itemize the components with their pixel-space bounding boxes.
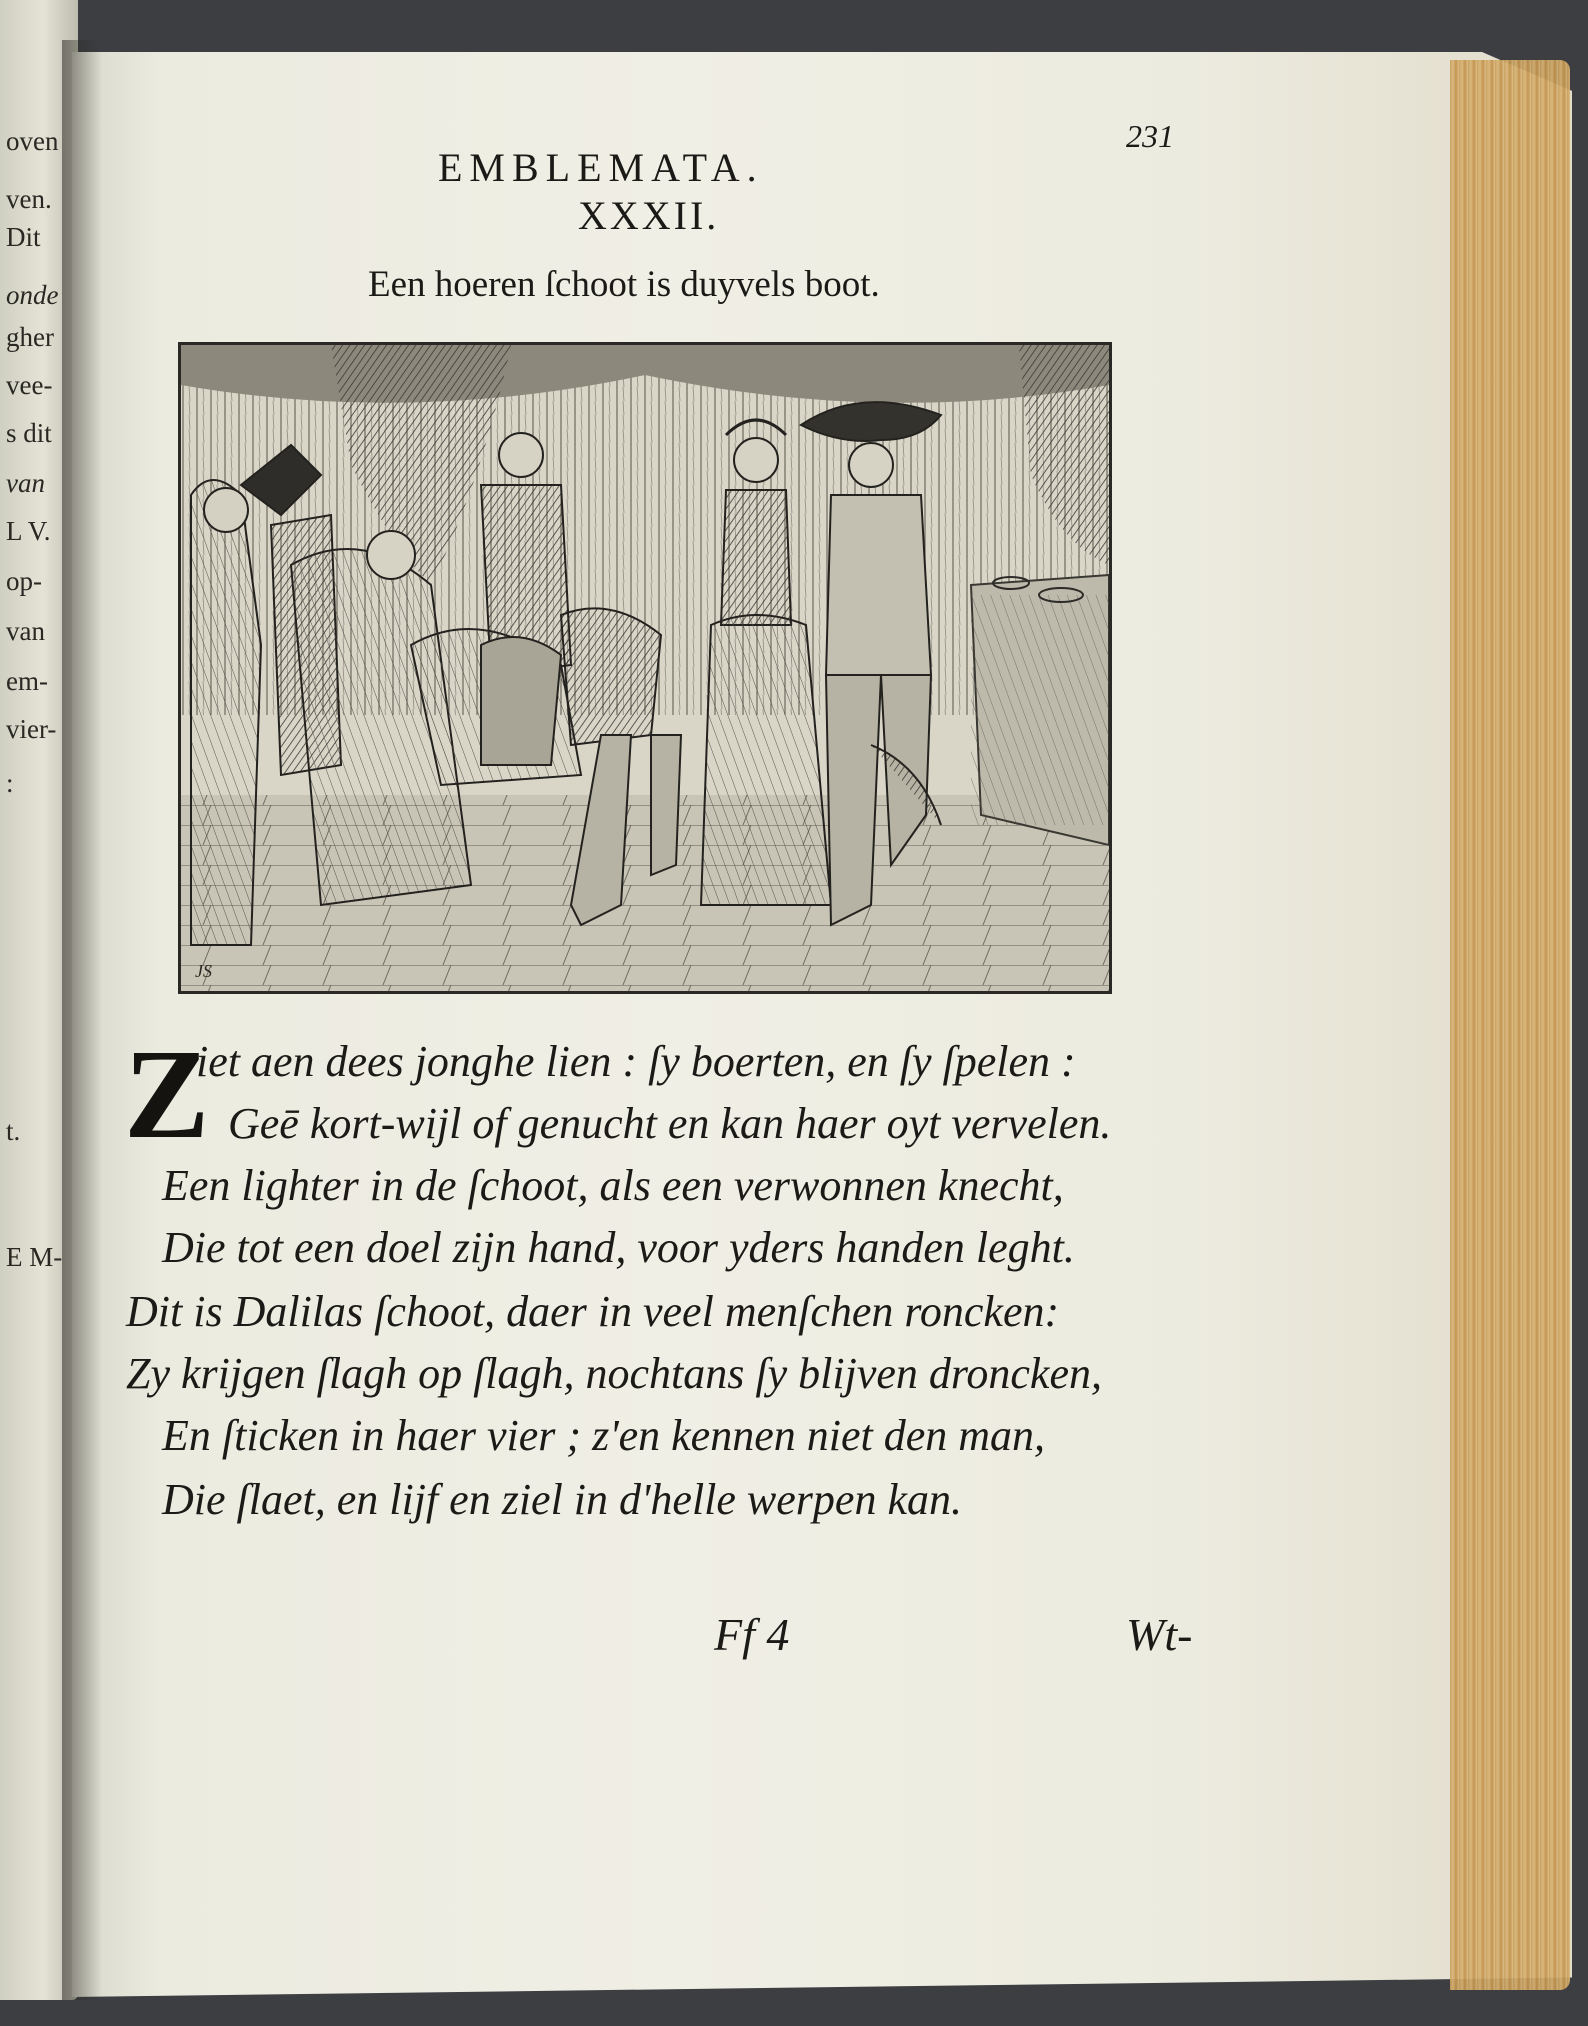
- spine-shadow: [62, 40, 102, 2000]
- left-page-fragment: t.: [6, 1116, 21, 1146]
- verse-line: En ſticken in haer vier ; z'en kennen niet den man,: [162, 1411, 1046, 1460]
- left-page-fragment: :: [6, 768, 14, 798]
- left-page-fragment: E M-: [6, 1242, 63, 1272]
- left-page-fragment: op-: [6, 566, 42, 596]
- verse-line: Die ſlaet, en lijf en ziel in d'helle werpen kan.: [162, 1475, 962, 1524]
- verse-line: Zy krijgen ſlagh op ſlagh, nochtans ſy blijven droncken,: [126, 1349, 1102, 1398]
- page-number: 231: [1126, 118, 1174, 154]
- emblem-motto: Een hoeren ſchoot is duyvels boot.: [368, 264, 880, 305]
- engraving-scene: [181, 345, 1109, 991]
- left-page-fragment: van: [6, 468, 45, 498]
- verse-line: iet aen dees jonghe lien : ſy boerten, en ſy ſpelen :: [196, 1037, 1076, 1086]
- verse-line: Die tot een doel zijn hand, voor yders handen leght.: [162, 1223, 1075, 1272]
- left-page-fragment: gher: [6, 322, 54, 352]
- left-page-fragment: s dit: [6, 418, 52, 448]
- left-page-fragment: vier-: [6, 714, 57, 744]
- left-page-fragment: oven: [6, 126, 59, 156]
- left-page-fragment: onde: [6, 280, 59, 310]
- verse-line: Een lighter in de ſchoot, als een verwonnen knecht,: [162, 1161, 1064, 1210]
- running-title: EMBLEMATA.: [438, 145, 764, 190]
- left-page-fragment: Dit: [6, 222, 41, 252]
- left-page-fragment: L V.: [6, 516, 51, 546]
- signature-mark: Ff 4: [714, 1609, 790, 1660]
- drop-cap: Z: [124, 1023, 210, 1165]
- engraver-signature: JS: [195, 961, 212, 981]
- catchword: Wt-: [1126, 1609, 1193, 1660]
- left-page-fragment: van: [6, 616, 45, 646]
- emblem-number: XXXII.: [578, 193, 720, 238]
- engraving-illustration: [178, 342, 1112, 994]
- left-page-fragment: vee-: [6, 370, 53, 400]
- left-page-fragment: em-: [6, 666, 48, 696]
- left-page-fragment: ven.: [6, 184, 52, 214]
- verse-line: Geē kort-wijl of genucht en kan haer oyt vervelen.: [228, 1099, 1112, 1148]
- page-edges: [1450, 60, 1570, 1990]
- verse-line: Dit is Dalilas ſchoot, daer in veel menſchen roncken:: [126, 1287, 1060, 1336]
